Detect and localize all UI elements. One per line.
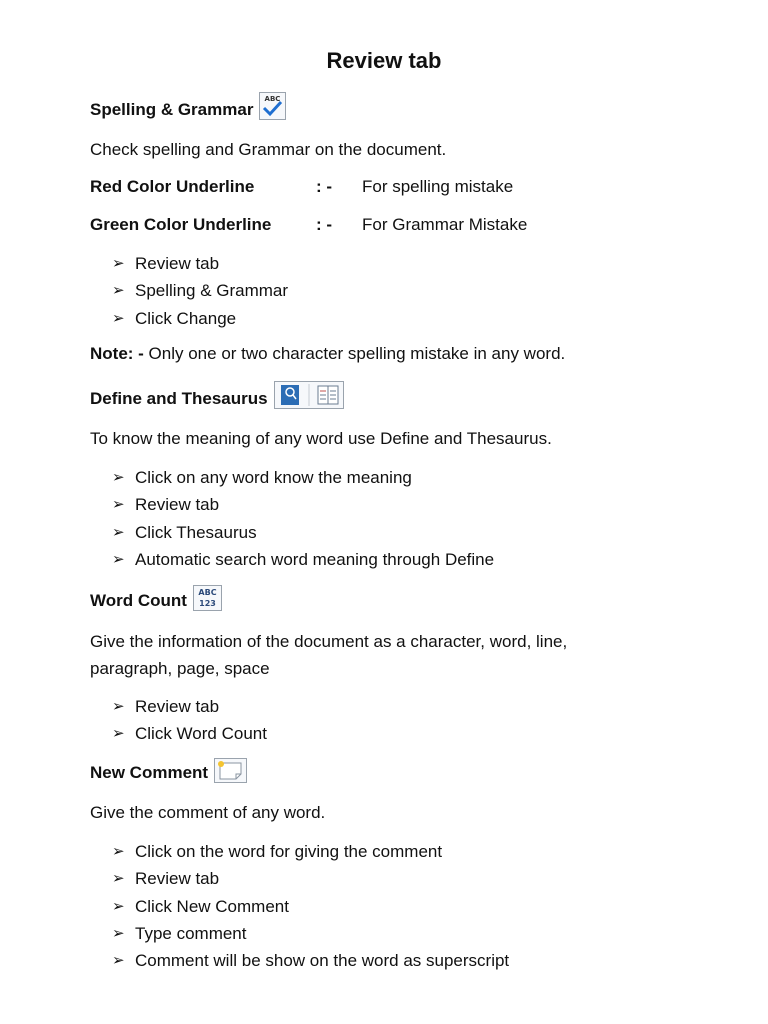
- define-heading: [90, 381, 344, 409]
- comment-heading: [90, 758, 247, 783]
- define-thesaurus-icons: [274, 381, 344, 409]
- bullet-arrow-icon: ➢: [112, 496, 125, 514]
- list-item: ➢ Comment will be show on the word as superscript: [112, 947, 509, 974]
- row-separator: : -: [316, 177, 333, 196]
- note-text: Only one or two character spelling mistake in any word.: [143, 344, 566, 363]
- list-item: ➢ Spelling & Grammar: [112, 277, 288, 304]
- word-count-icon: [193, 585, 222, 611]
- list-item: ➢ Review tab: [112, 491, 494, 518]
- wordcount-heading-text: Word Count: [90, 591, 187, 610]
- define-description: To know the meaning of any word use Define and Thesaurus.: [90, 429, 552, 448]
- research-icon: [281, 385, 299, 405]
- define-steps: [112, 464, 494, 573]
- spelling-steps: [112, 250, 288, 332]
- bullet-arrow-icon: ➢: [112, 309, 125, 327]
- note-label: Note: -: [90, 344, 144, 363]
- list-item: ➢ Type comment: [112, 920, 509, 947]
- list-item: ➢ Review tab: [112, 865, 509, 892]
- wordcount-icon-label-top: ABC: [198, 588, 217, 597]
- list-item: ➢ Click on any word know the meaning: [112, 464, 494, 491]
- bullet-arrow-icon: ➢: [112, 255, 125, 273]
- spelling-heading-text: Spelling & Grammar: [90, 100, 254, 119]
- wordcount-heading: [90, 585, 222, 611]
- list-item: ➢ Click Thesaurus: [112, 519, 494, 546]
- bullet-arrow-icon: ➢: [112, 952, 125, 970]
- define-heading-text: Define and Thesaurus: [90, 389, 268, 408]
- bullet-arrow-icon: ➢: [112, 925, 125, 943]
- bullet-arrow-icon: ➢: [112, 897, 125, 915]
- list-item: ➢ Automatic search word meaning through Define: [112, 546, 494, 573]
- row-label: Red Color Underline: [90, 177, 255, 196]
- spelling-check-icon: [259, 92, 286, 120]
- wordcount-description-line1: Give the information of the document as a character, word, line,: [90, 632, 568, 651]
- comment-heading-text: New Comment: [90, 763, 209, 782]
- bullet-arrow-icon: ➢: [112, 551, 125, 569]
- bullet-arrow-icon: ➢: [112, 469, 125, 487]
- row-value: For Grammar Mistake: [362, 215, 528, 234]
- bullet-arrow-icon: ➢: [112, 698, 125, 716]
- bullet-arrow-icon: ➢: [112, 843, 125, 861]
- row-value: For spelling mistake: [362, 177, 514, 196]
- comment-description: Give the comment of any word.: [90, 803, 326, 822]
- spelling-icon-label: ABC: [264, 95, 281, 103]
- row-separator: : -: [316, 215, 333, 234]
- spelling-description: Check spelling and Grammar on the document.: [90, 140, 447, 159]
- wordcount-icon-label-bottom: 123: [199, 599, 216, 608]
- bullet-arrow-icon: ➢: [112, 870, 125, 888]
- page-title: Review tab: [326, 48, 442, 73]
- list-item: ➢ Click Change: [112, 305, 288, 332]
- list-item: ➢ Review tab: [112, 693, 267, 720]
- thesaurus-icon: [318, 386, 338, 404]
- comment-steps: [112, 838, 509, 974]
- wordcount-description: [90, 628, 567, 682]
- new-comment-icon: [214, 758, 247, 783]
- wordcount-description-line2: paragraph, page, space: [90, 659, 270, 678]
- bullet-arrow-icon: ➢: [112, 282, 125, 300]
- list-item: ➢ Click New Comment: [112, 893, 509, 920]
- list-item: ➢ Review tab: [112, 250, 288, 277]
- note-paragraph: [90, 344, 565, 364]
- spelling-heading: [90, 92, 286, 120]
- bullet-arrow-icon: ➢: [112, 523, 125, 541]
- row-label: Green Color Underline: [90, 215, 272, 234]
- list-item: ➢ Click on the word for giving the comment: [112, 838, 509, 865]
- list-item: ➢ Click Word Count: [112, 720, 267, 747]
- wordcount-steps: [112, 693, 267, 748]
- bullet-arrow-icon: ➢: [112, 725, 125, 743]
